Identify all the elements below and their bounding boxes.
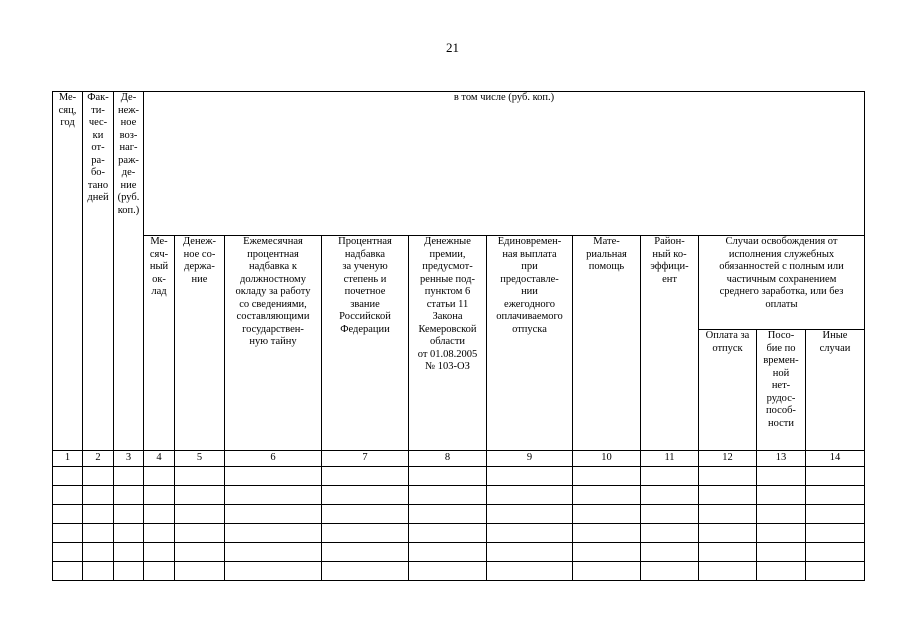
table-cell[interactable] — [322, 467, 409, 486]
column-number: 5 — [175, 451, 225, 467]
table-cell[interactable] — [409, 467, 487, 486]
table-cell[interactable] — [175, 543, 225, 562]
table-cell[interactable] — [641, 505, 699, 524]
table-cell[interactable] — [806, 543, 865, 562]
col-monetary-reward-header: Де- неж- ное воз- наг- раж- де- ние (руб. коп.) — [114, 92, 144, 451]
table-cell[interactable] — [699, 505, 757, 524]
table-cell[interactable] — [573, 467, 641, 486]
table-cell[interactable] — [409, 505, 487, 524]
column-number: 12 — [699, 451, 757, 467]
column-number: 4 — [144, 451, 175, 467]
table-cell[interactable] — [175, 486, 225, 505]
column-numbers-row — [53, 451, 865, 467]
table-cell[interactable] — [757, 467, 806, 486]
table-cell[interactable] — [757, 524, 806, 543]
table-cell[interactable] — [175, 524, 225, 543]
table-cell[interactable] — [114, 562, 144, 581]
table-cell[interactable] — [699, 486, 757, 505]
table-cell[interactable] — [806, 486, 865, 505]
table-cell[interactable] — [573, 524, 641, 543]
table-cell[interactable] — [757, 505, 806, 524]
table-cell[interactable] — [144, 486, 175, 505]
table-cell[interactable] — [225, 524, 322, 543]
table-cell[interactable] — [487, 524, 573, 543]
table-cell[interactable] — [83, 505, 114, 524]
header-row-2 — [53, 236, 865, 330]
table-cell[interactable] — [225, 543, 322, 562]
table-cell[interactable] — [487, 486, 573, 505]
table-cell[interactable] — [487, 505, 573, 524]
column-number: 6 — [225, 451, 322, 467]
column-number: 13 — [757, 451, 806, 467]
table-cell[interactable] — [83, 486, 114, 505]
table-row — [53, 486, 865, 505]
table-cell[interactable] — [114, 543, 144, 562]
table-cell[interactable] — [641, 467, 699, 486]
col-premiums-header: Денежные премии, предусмот- ренные под- пунктом 6 статьи 11 Закона Кемеровской области от 01.08.2005 № 103-ОЗ — [409, 236, 487, 451]
col-allowance-header: Денеж- ное со- держа- ние — [175, 236, 225, 451]
table-cell[interactable] — [53, 543, 83, 562]
table-cell[interactable] — [699, 543, 757, 562]
table-cell[interactable] — [322, 543, 409, 562]
table-cell[interactable] — [53, 524, 83, 543]
table-cell[interactable] — [757, 543, 806, 562]
column-number: 8 — [409, 451, 487, 467]
table-cell[interactable] — [573, 543, 641, 562]
header-row-1 — [53, 92, 865, 236]
table-cell[interactable] — [641, 543, 699, 562]
table-cell[interactable] — [114, 505, 144, 524]
table-cell[interactable] — [83, 562, 114, 581]
table-row — [53, 505, 865, 524]
table-cell[interactable] — [53, 562, 83, 581]
col-degree-bonus-header: Процентная надбавка за ученую степень и почетное звание Российской Федерации — [322, 236, 409, 451]
column-number: 2 — [83, 451, 114, 467]
table-cell[interactable] — [699, 467, 757, 486]
table-cell[interactable] — [573, 562, 641, 581]
table-cell[interactable] — [114, 467, 144, 486]
column-number: 1 — [53, 451, 83, 467]
col-material-aid-header: Мате- риальная помощь — [573, 236, 641, 451]
table-cell[interactable] — [409, 543, 487, 562]
table-cell[interactable] — [699, 562, 757, 581]
table-cell[interactable] — [806, 562, 865, 581]
page-number: 21 — [446, 40, 459, 55]
table-cell[interactable] — [53, 505, 83, 524]
table-cell[interactable] — [225, 562, 322, 581]
table-cell[interactable] — [757, 486, 806, 505]
table-cell[interactable] — [487, 562, 573, 581]
table-cell[interactable] — [409, 486, 487, 505]
table-cell[interactable] — [641, 562, 699, 581]
table-row — [53, 562, 865, 581]
col-month-year-header: Ме- сяц, год — [53, 92, 83, 451]
table-cell[interactable] — [175, 467, 225, 486]
column-number: 14 — [806, 451, 865, 467]
table-cell[interactable] — [409, 524, 487, 543]
col-regional-coefficient-header: Район- ный ко- эффици- ент — [641, 236, 699, 451]
table-cell[interactable] — [53, 467, 83, 486]
payment-form-table — [52, 91, 865, 581]
table-row — [53, 524, 865, 543]
table-cell[interactable] — [225, 486, 322, 505]
col-vacation-payment-header: Единовремен- ная выплата при предоставле- нии ежегодного оплачиваемого отпуска — [487, 236, 573, 451]
table-row — [53, 543, 865, 562]
table-cell[interactable] — [699, 524, 757, 543]
table-cell[interactable] — [573, 505, 641, 524]
table-cell[interactable] — [806, 505, 865, 524]
table-cell[interactable] — [641, 524, 699, 543]
table-cell[interactable] — [83, 524, 114, 543]
table-cell[interactable] — [144, 562, 175, 581]
column-number: 7 — [322, 451, 409, 467]
table-cell[interactable] — [322, 505, 409, 524]
table-cell[interactable] — [83, 543, 114, 562]
table-cell[interactable] — [53, 486, 83, 505]
table-cell[interactable] — [487, 543, 573, 562]
table-cell[interactable] — [144, 505, 175, 524]
table-cell[interactable] — [322, 486, 409, 505]
table-cell[interactable] — [175, 562, 225, 581]
table-cell[interactable] — [806, 524, 865, 543]
table-row — [53, 467, 865, 486]
cases-header: Случаи освобождения от исполнения служебных обязанностей с полным или частичным сохранением среднего заработка, или без оплаты — [699, 236, 865, 330]
column-number: 10 — [573, 451, 641, 467]
table-cell[interactable] — [114, 486, 144, 505]
table-cell[interactable] — [114, 524, 144, 543]
col-vacation-pay-header: Оплата за отпуск — [699, 330, 757, 451]
col-monthly-salary-header: Ме- сяч- ный ок- лад — [144, 236, 175, 451]
column-number: 3 — [114, 451, 144, 467]
table-cell[interactable] — [806, 467, 865, 486]
column-number: 9 — [487, 451, 573, 467]
table-cell[interactable] — [487, 467, 573, 486]
col-secrecy-bonus-header: Ежемесячная процентная надбавка к должностному окладу за работу со сведениями, составляющими государствен- ную тайну — [225, 236, 322, 451]
table-cell[interactable] — [757, 562, 806, 581]
table-cell[interactable] — [144, 524, 175, 543]
table-cell[interactable] — [322, 524, 409, 543]
table-cell[interactable] — [409, 562, 487, 581]
table-cell[interactable] — [83, 467, 114, 486]
column-number: 11 — [641, 451, 699, 467]
col-sick-benefit-header: Посо- бие по времен- ной нет- рудос- пособ- ности — [757, 330, 806, 451]
table-cell[interactable] — [573, 486, 641, 505]
col-days-worked-header: Фак- ти- чес- ки от- ра- бо- тано дней — [83, 92, 114, 451]
table-cell[interactable] — [144, 543, 175, 562]
table-cell[interactable] — [144, 467, 175, 486]
including-header: в том числе (руб. коп.) — [144, 92, 865, 236]
table-cell[interactable] — [322, 562, 409, 581]
table-cell[interactable] — [175, 505, 225, 524]
table-cell[interactable] — [225, 505, 322, 524]
table-cell[interactable] — [641, 486, 699, 505]
table-cell[interactable] — [225, 467, 322, 486]
col-other-cases-header: Иные случаи — [806, 330, 865, 451]
